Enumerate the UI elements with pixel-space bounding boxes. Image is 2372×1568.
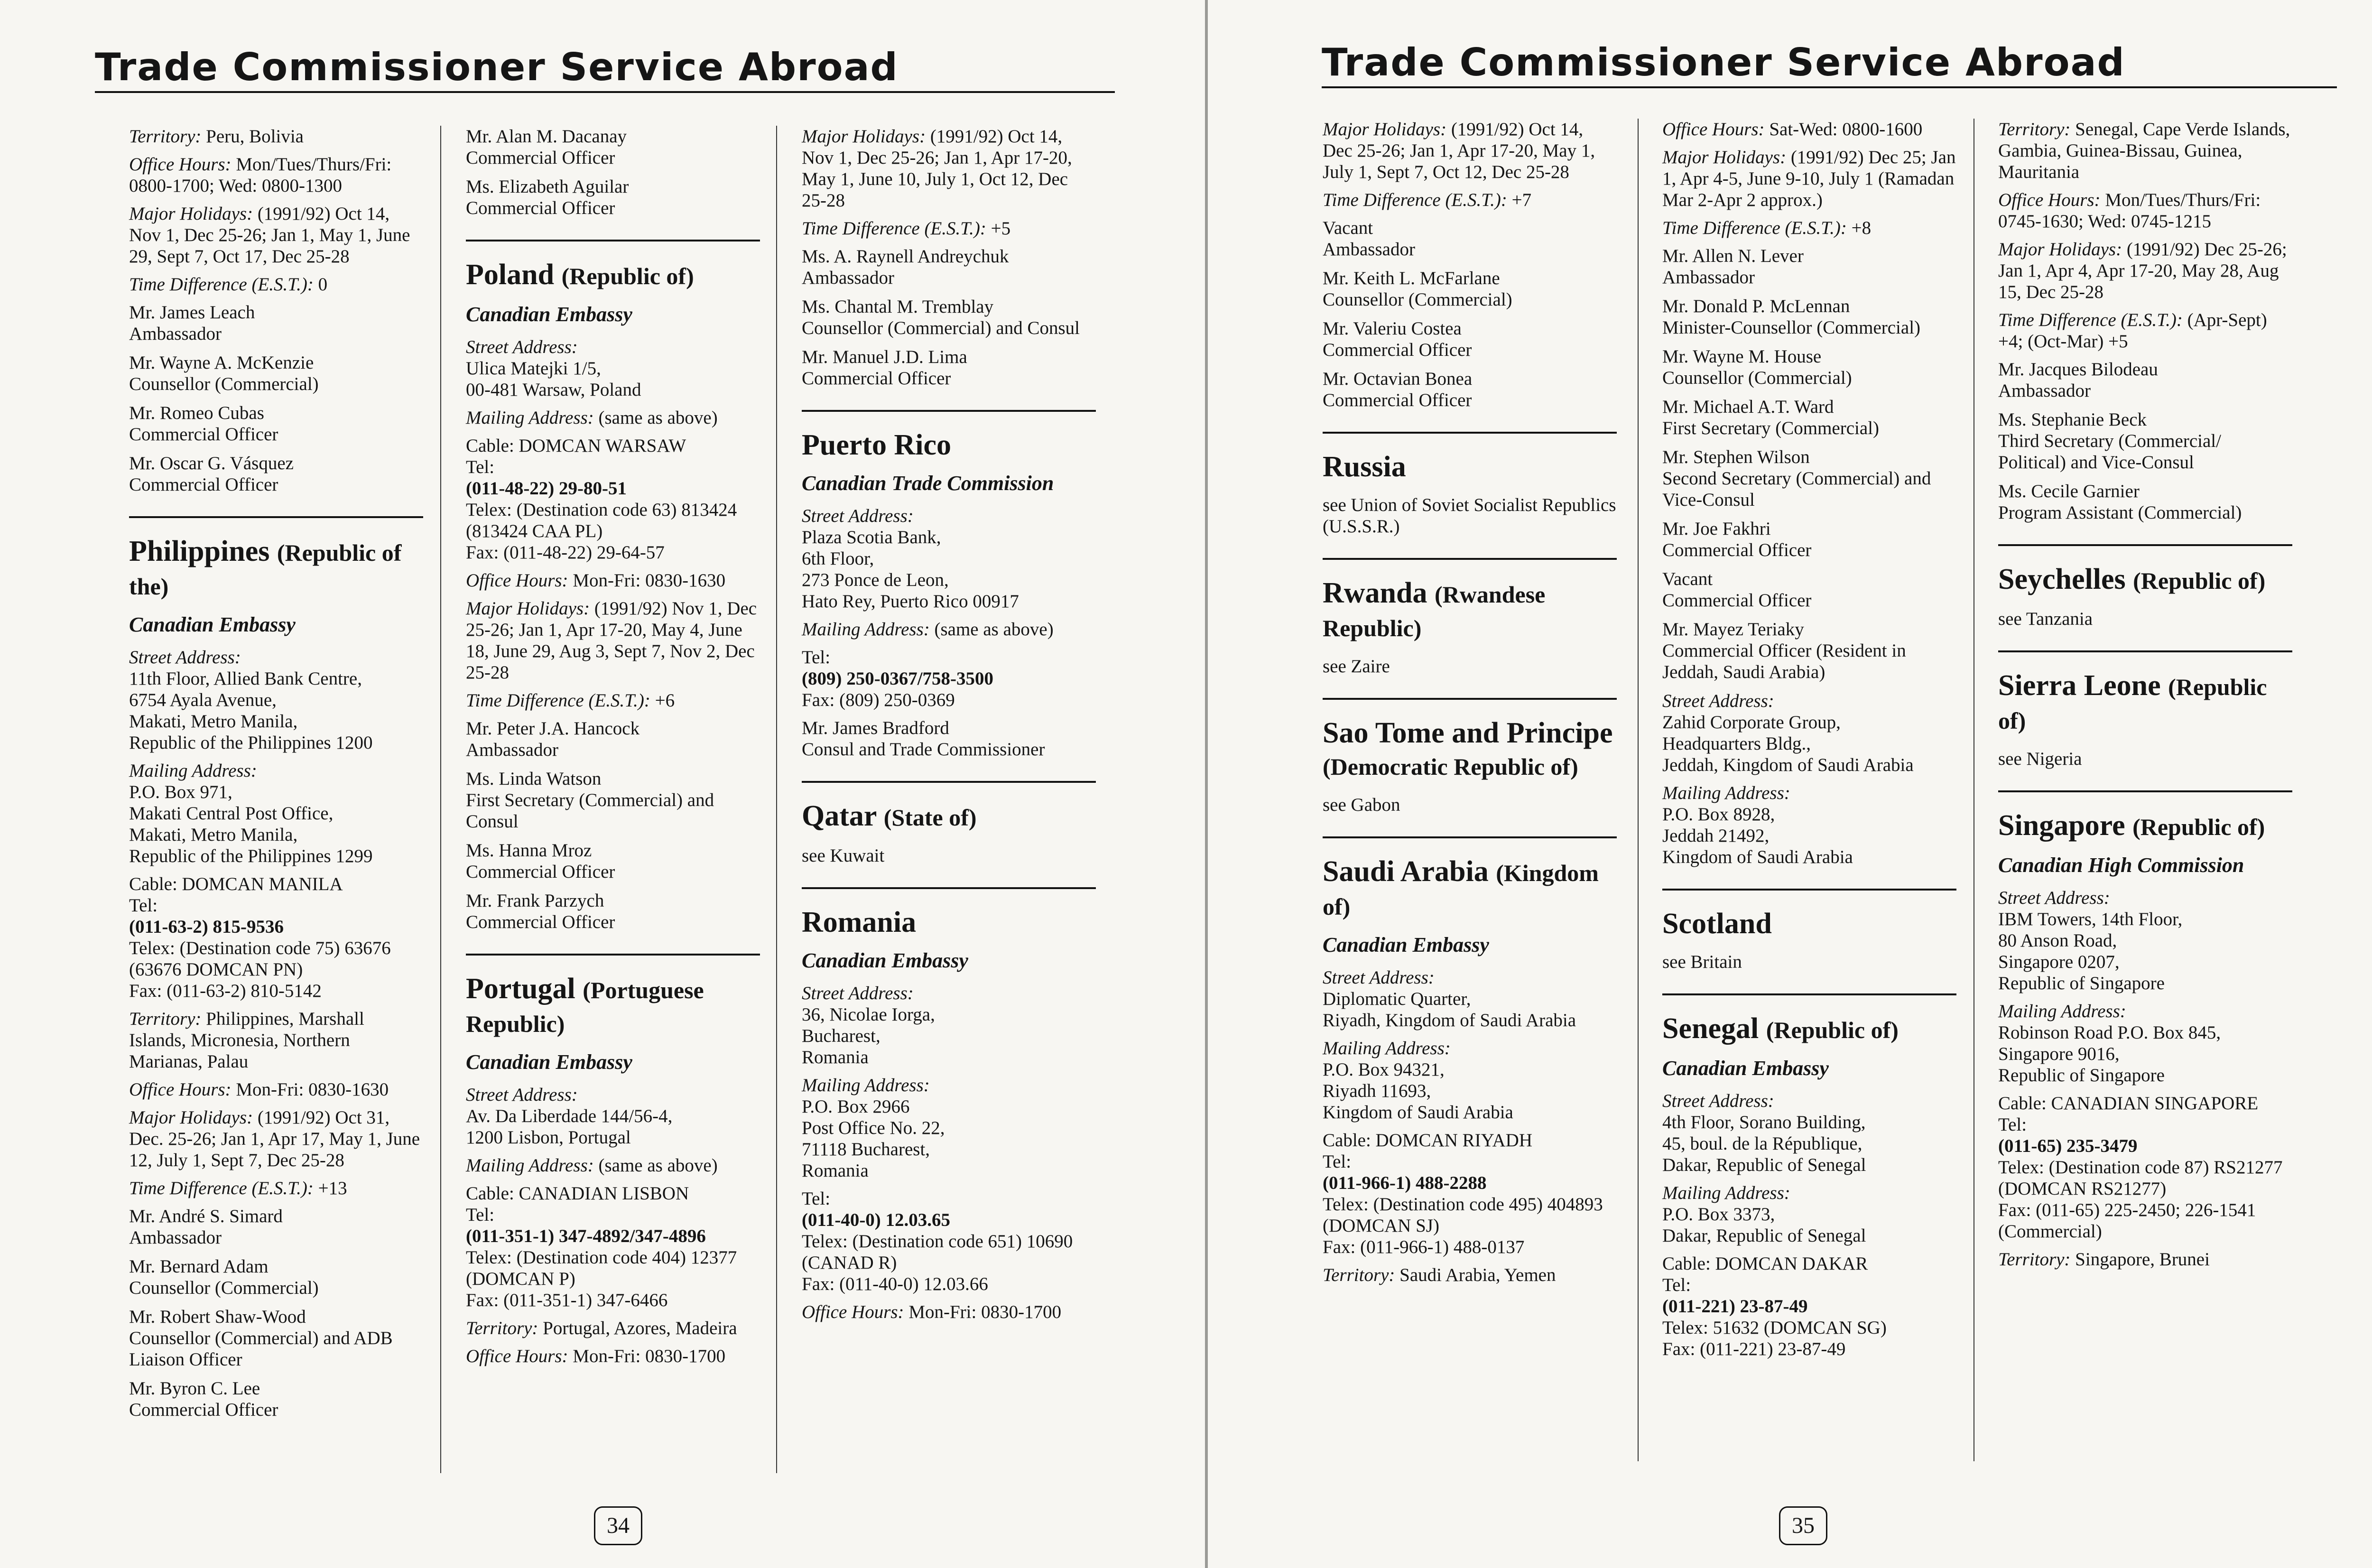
mailing-address: Mailing Address: (same as above) [802,619,1054,640]
staff-entry: Mr. Allen N. Lever Ambassador [1662,246,1804,288]
country-section-qatar [802,781,1096,866]
see-reference: see Zaire [1323,656,1390,677]
street-address: Street Address: IBM Towers, 14th Floor, 80 Anson Road, Singapore 0207, Republic of Singapore [1998,888,2183,993]
street-address: Street Address: 11th Floor, Allied Bank Centre, 6754 Ayala Avenue, Makati, Metro Manila, Republic of the Philippines 1200 [129,647,373,753]
country-section-senegal [1662,993,1956,1360]
country-heading: Sao Tome and Principe (Democratic Republic of) [1323,717,1613,780]
country-heading: Saudi Arabia (Kingdom of) [1323,855,1599,920]
country-heading: Seychelles (Republic of) [1998,563,2266,595]
time-difference: Time Difference (E.S.T.): 0 [129,274,328,295]
office-name: Canadian Embassy [466,303,632,326]
time-difference: Time Difference (E.S.T.): (Apr-Sept) +4; (Oct-Mar) +5 [1998,310,2267,352]
street-address: Street Address: Ulica Matejki 1/5, 00-481 Warsaw, Poland [466,337,641,400]
mailing-address: Mailing Address: (same as above) [466,408,718,428]
contact-numbers: Cable: CANADIAN SINGAPORE Tel: (011-65) 235-3479 Telex: (Destination code 87) RS21277 (DOMCAN RS21277) Fax: (011-65) 225-2450; 226-1541 (Commercial) [1998,1093,2283,1242]
staff-entry: Mr. Alan M. Dacanay Commercial Officer [466,126,627,168]
column-3 [1998,119,2292,1277]
major-holidays: Major Holidays: (1991/92) Oct 31, Dec. 25-26; Jan 1, Apr 17, May 1, June 12, July 1, Sept 7, Dec 25-28 [129,1107,420,1170]
office-name: Canadian Embassy [1662,1057,1829,1080]
territory: Territory: Singapore, Brunei [1998,1249,2210,1270]
country-section-russia [1323,432,1617,537]
mailing-address: Mailing Address: P.O. Box 94321, Riyadh 11693, Kingdom of Saudi Arabia [1323,1038,1513,1123]
office-name: Canadian High Commission [1998,854,2244,877]
country-heading: Russia [1323,451,1406,483]
column-2 [1662,119,1956,1366]
country-heading: Portugal (Portuguese Republic) [466,973,704,1037]
major-holidays: Major Holidays: (1991/92) Dec 25-26; Jan 1, Apr 4, Apr 17-20, May 28, Aug 15, Dec 25-28 [1998,239,2287,302]
column-divider [440,126,441,1473]
country-heading: Poland (Republic of) [466,259,694,291]
office-hours: Office Hours: Mon/Tues/Thurs/Fri: 0800-1700; Wed: 0800-1300 [129,154,392,196]
country-section-sao-tome [1323,698,1617,816]
staff-entry: Mr. Byron C. Lee Commercial Officer [129,1378,278,1420]
country-section-philippines [129,516,423,1420]
staff-entry: Mr. Oscar G. Vásquez Commercial Officer [129,453,294,495]
page-header [95,44,1115,93]
country-heading: Singapore (Republic of) [1998,809,2265,842]
page-number: 34 [594,1506,642,1545]
see-reference: see Gabon [1323,795,1400,815]
staff-entry: Mr. Valeriu Costea Commercial Officer [1323,318,1472,360]
see-reference: see Nigeria [1998,749,2082,769]
country-section-portugal [466,954,760,1367]
staff-entry: Mr. Wayne M. House Counsellor (Commercial) [1662,346,1852,388]
street-address: Street Address: Diplomatic Quarter, Riyadh, Kingdom of Saudi Arabia [1323,967,1576,1030]
street-address: Street Address: Plaza Scotia Bank, 6th Floor, 273 Ponce de Leon, Hato Rey, Puerto Rico 00917 [802,506,1019,612]
office-hours: Office Hours: Mon/Tues/Thurs/Fri: 0745-1630; Wed: 0745-1215 [1998,190,2261,232]
time-difference: Time Difference (E.S.T.): +7 [1323,190,1532,210]
major-holidays: Major Holidays: (1991/92) Oct 14, Dec 25-26; Jan 1, Apr 17-20, May 1, July 1, Sept 7, Oct 12, Dec 25-28 [1323,119,1595,182]
mailing-address: Mailing Address: P.O. Box 971, Makati Central Post Office, Makati, Metro Manila, Republic of the Philippines 1299 [129,761,373,866]
country-heading: Scotland [1662,908,1772,940]
staff-entry: Mr. Joe Fakhri Commercial Officer [1662,519,1812,560]
contact-numbers: Tel: (011-40-0) 12.03.65 Telex: (Destination code 651) 10690 (CANAD R) Fax: (011-40-0) 12.03.66 [802,1188,1073,1294]
staff-entry: Mr. Mayez Teriaky Commercial Officer (Resident in Jeddah, Saudi Arabia) [1662,619,1906,682]
staff-entry: Mr. Robert Shaw-Wood Counsellor (Commercial) and ADB Liaison Officer [129,1307,393,1370]
see-reference: see Britain [1662,952,1742,972]
office-hours: Office Hours: Mon-Fri: 0830-1630 [129,1079,389,1100]
staff-entry: Mr. James Bradford Consul and Trade Commissioner [802,718,1045,760]
time-difference: Time Difference (E.S.T.): +13 [129,1178,347,1198]
page-number: 35 [1779,1506,1827,1545]
staff-entry: Ms. Cecile Garnier Program Assistant (Commercial) [1998,481,2242,523]
see-reference: see Tanzania [1998,609,2093,629]
contact-numbers: Cable: DOMCAN WARSAW Tel: (011-48-22) 29-80-51 Telex: (Destination code 63) 813424 (813424 CAA PL) Fax: (011-48-22) 29-64-57 [466,436,737,563]
column-3 [802,126,1096,1329]
office-name: Canadian Embassy [129,613,296,636]
staff-entry: Mr. Stephen Wilson Second Secretary (Commercial) and Vice-Consul [1662,447,1931,510]
street-address: Street Address: Av. Da Liberdade 144/56-4, 1200 Lisbon, Portugal [466,1085,673,1148]
staff-entry: Mr. Romeo Cubas Commercial Officer [129,403,278,445]
office-name: Canadian Embassy [1323,933,1489,956]
staff-entry: Mr. Keith L. McFarlane Counsellor (Commercial) [1323,268,1512,310]
country-section-puerto-rico [802,410,1096,760]
office-hours: Office Hours: Mon-Fri: 0830-1700 [466,1346,726,1366]
staff-entry: Ms. A. Raynell Andreychuk Ambassador [802,246,1009,288]
staff-entry: Mr. Frank Parzych Commercial Officer [466,891,615,932]
territory: Territory: Portugal, Azores, Madeira [466,1318,737,1338]
country-heading: Romania [802,906,917,938]
staff-entry: Vacant Commercial Officer [1662,569,1812,611]
country-section-poland [466,240,760,933]
major-holidays: Major Holidays: (1991/92) Oct 14, Nov 1, Dec 25-26; Jan 1, Apr 17-20, May 1, June 10, July 1, Oct 12, Dec 25-28 [802,126,1072,211]
mailing-address: Mailing Address: Robinson Road P.O. Box 845, Singapore 9016, Republic of Singapore [1998,1001,2221,1086]
staff-entry: Mr. Wayne A. McKenzie Counsellor (Commercial) [129,353,319,394]
staff-entry: Ms. Linda Watson First Secretary (Commercial) and Consul [466,769,714,832]
country-heading: Puerto Rico [802,429,952,461]
staff-entry: Ms. Elizabeth Aguilar Commercial Officer [466,176,629,218]
contact-numbers: Cable: DOMCAN MANILA Tel: (011-63-2) 815-9536 Telex: (Destination code 75) 63676 (63676 DOMCAN PN) Fax: (011-63-2) 810-5142 [129,874,391,1001]
page-header [1322,39,2337,88]
street-address: Street Address: 4th Floor, Sorano Building, 45, boul. de la République, Dakar, Republic of Senegal [1662,1091,1866,1175]
staff-entry: Mr. Manuel J.D. Lima Commercial Officer [802,347,967,389]
contact-numbers: Cable: CANADIAN LISBON Tel: (011-351-1) 347-4892/347-4896 Telex: (Destination code 404) 12377 (DOMCAN P) Fax: (011-351-1) 347-6466 [466,1183,737,1310]
contact-numbers: Cable: DOMCAN RIYADH Tel: (011-966-1) 488-2288 Telex: (Destination code 495) 404893 (DOMCAN SJ) Fax: (011-966-1) 488-0137 [1323,1130,1603,1257]
office-name: Canadian Embassy [802,949,968,972]
territory: Territory: Saudi Arabia, Yemen [1323,1265,1556,1285]
country-section-sierra-leone [1998,650,2292,770]
office-hours: Office Hours: Sat-Wed: 0800-1600 [1662,119,1923,139]
territory: Territory: Peru, Bolivia [129,126,304,147]
mailing-address: Mailing Address: P.O. Box 3373, Dakar, Republic of Senegal [1662,1183,1866,1246]
office-name: Canadian Trade Commission [802,472,1054,495]
territory: Territory: Philippines, Marshall Islands, Micronesia, Northern Marianas, Palau [129,1009,364,1072]
country-heading: Philippines (Republic of the) [129,535,402,600]
country-section-singapore [1998,790,2292,1270]
contact-numbers: Cable: DOMCAN DAKAR Tel: (011-221) 23-87-49 Telex: 51632 (DOMCAN SG) Fax: (011-221) 23-87-49 [1662,1253,1887,1359]
country-section-romania [802,887,1096,1323]
contact-numbers: Tel: (809) 250-0367/758-3500 Fax: (809) 250-0369 [802,647,994,710]
staff-entry: Mr. Donald P. McLennan Minister-Counsellor (Commercial) [1662,296,1921,338]
territory: Territory: Senegal, Cape Verde Islands, Gambia, Guinea-Bissau, Guinea, Mauritania [1998,119,2290,182]
country-heading: Rwanda (Rwandese Republic) [1323,577,1546,641]
column-divider [776,126,777,1473]
country-heading: Qatar (State of) [802,800,977,832]
major-holidays: Major Holidays: (1991/92) Oct 14, Nov 1, Dec 25-26; Jan 1, May 1, June 29, Sept 7, Oct 17, Dec 25-28 [129,204,410,267]
time-difference: Time Difference (E.S.T.): +8 [1662,218,1872,238]
major-holidays: Major Holidays: (1991/92) Dec 25; Jan 1, Apr 4-5, June 9-10, July 1 (Ramadan Mar 2-Apr 2 approx.) [1662,147,1956,210]
major-holidays: Major Holidays: (1991/92) Nov 1, Dec 25-26; Jan 1, Apr 17-20, May 4, June 18, June 29, Aug 3, Sept 7, Nov 2, Dec 25-28 [466,598,757,683]
country-section-rwanda [1323,558,1617,677]
see-reference: see Kuwait [802,845,885,866]
mailing-address: Mailing Address: (same as above) [466,1155,718,1176]
staff-entry: Mr. Jacques Bilodeau Ambassador [1998,359,2158,401]
country-section-scotland [1662,889,1956,973]
staff-entry: Ms. Hanna Mroz Commercial Officer [466,840,615,882]
country-section-saudi-arabia [1323,836,1617,1286]
country-heading: Senegal (Republic of) [1662,1012,1899,1045]
staff-entry: Vacant Ambassador [1323,218,1415,260]
staff-entry: Mr. André S. Simard Ambassador [129,1206,283,1248]
country-section-seychelles [1998,544,2292,630]
office-name: Canadian Embassy [466,1050,632,1074]
see-reference: see Union of Soviet Socialist Republics (U.S.S.R.) [1323,495,1616,537]
time-difference: Time Difference (E.S.T.): +5 [802,218,1011,239]
mailing-address: Mailing Address: P.O. Box 2966 Post Office No. 22, 71118 Bucharest, Romania [802,1075,945,1181]
street-address: Street Address: Zahid Corporate Group, Headquarters Bldg., Jeddah, Kingdom of Saudi Arabia [1662,691,1914,775]
time-difference: Time Difference (E.S.T.): +6 [466,690,675,711]
office-hours: Office Hours: Mon-Fri: 0830-1700 [802,1302,1062,1322]
staff-entry: Mr. Bernard Adam Counsellor (Commercial) [129,1256,319,1298]
staff-entry: Mr. Michael A.T. Ward First Secretary (Commercial) [1662,397,1880,438]
page-title: Trade Commissioner Service Abroad [95,45,899,89]
office-hours: Office Hours: Mon-Fri: 0830-1630 [466,570,726,591]
column-1 [129,126,423,1428]
column-1 [1323,119,1617,1292]
column-2 [466,126,760,1373]
mailing-address: Mailing Address: P.O. Box 8928, Jeddah 21492, Kingdom of Saudi Arabia [1662,783,1853,867]
staff-entry: Ms. Stephanie Beck Third Secretary (Commercial/ Political) and Vice-Consul [1998,409,2221,473]
page-title: Trade Commissioner Service Abroad [1322,40,2125,84]
staff-entry: Mr. James Leach Ambassador [129,302,255,344]
country-heading: Sierra Leone (Republic of) [1998,669,2267,734]
page-35 [1208,0,2372,1568]
street-address: Street Address: 36, Nicolae Iorga, Bucharest, Romania [802,983,935,1067]
staff-entry: Mr. Octavian Bonea Commercial Officer [1323,369,1473,410]
staff-entry: Mr. Peter J.A. Hancock Ambassador [466,718,640,760]
column-divider [1638,119,1639,1461]
staff-entry: Ms. Chantal M. Tremblay Counsellor (Commercial) and Consul [802,297,1080,338]
